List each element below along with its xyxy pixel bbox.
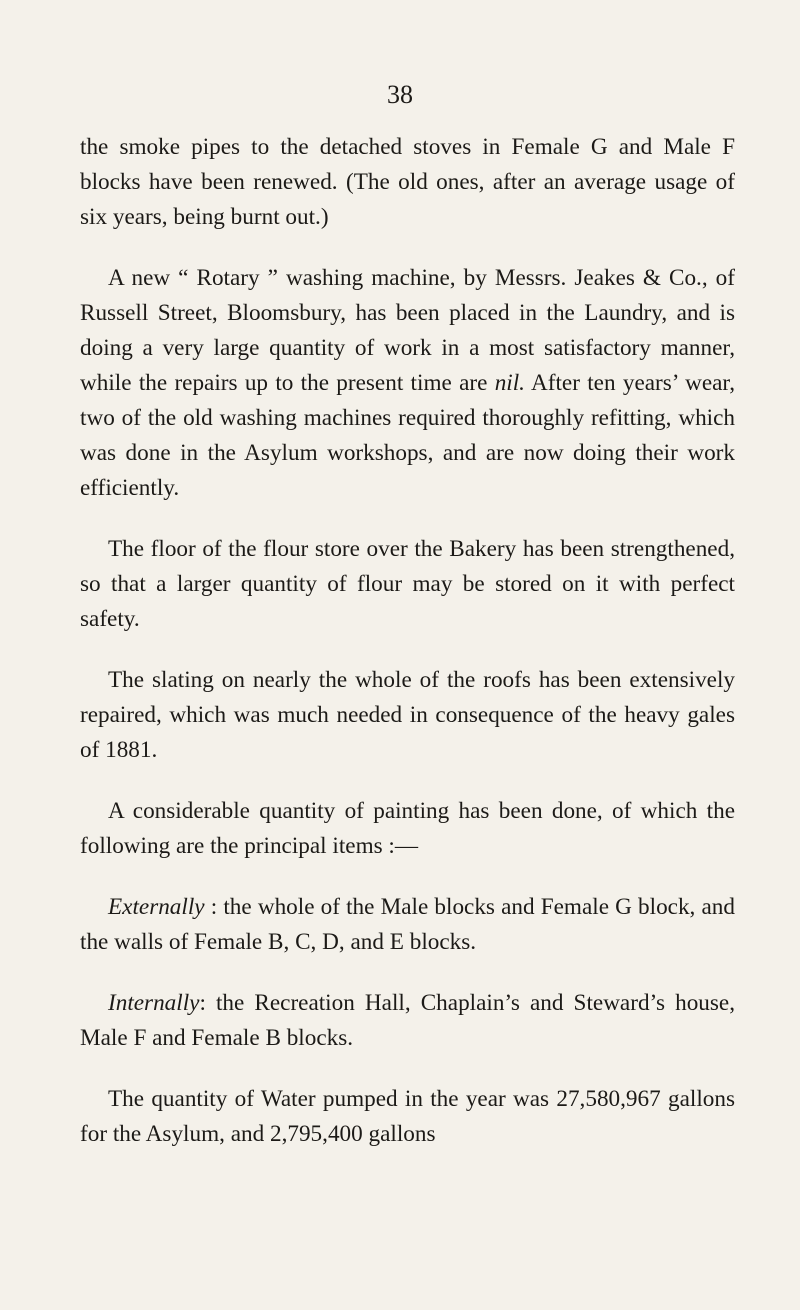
text-internally: : the Recreation Hall, Chaplain’s and Steward’s house, Male F and Female B blocks. — [80, 990, 735, 1051]
paragraph-washing-machine-part2: After ten years’ wear, two of the old washing machines required thoroughly refitting, which was done in the Asylum workshops, and are now doing their work efficiently. — [80, 370, 735, 501]
paragraph-washing-machine-part1: A new “ Rotary ” washing machine, by Messrs. Jeakes & Co., of Russell Street, Bloomsbury, has been placed in the Laundry, and is doing a very large quantity of work in a most satisfactory manner, while the repairs up to the present time are — [80, 265, 735, 396]
body-text — [80, 130, 735, 1152]
paragraph-externally — [80, 890, 735, 960]
paragraph-slating: The slating on nearly the whole of the roofs has been extensively repaired, which was much needed in consequence of the heavy gales of 1881. — [80, 667, 735, 763]
emphasis-nil: nil. — [494, 370, 525, 396]
paragraph-smoke-pipes: the smoke pipes to the detached stoves in Female G and Male F blocks have been renewed. (The old ones, after an average usage of six years, being burnt out.) — [80, 134, 735, 230]
label-internally: Internally — [108, 990, 200, 1016]
page-number: 38 — [387, 80, 413, 109]
paragraph-internally — [80, 986, 735, 1056]
paragraph-water: The quantity of Water pumped in the year was 27,580,967 gallons for the Asylum, and 2,795,400 gallons — [80, 1086, 735, 1147]
label-externally: Externally — [108, 894, 205, 920]
text-externally: : the whole of the Male blocks and Female G block, and the walls of Female B, C, D, and E blocks. — [80, 894, 735, 955]
paragraph-flour-store: The floor of the flour store over the Bakery has been strengthened, so that a larger quantity of flour may be stored on it with perfect safety. — [80, 536, 735, 632]
paragraph-painting: A considerable quantity of painting has been done, of which the following are the principal items :— — [80, 798, 735, 859]
paragraph-washing-machine — [80, 261, 735, 506]
